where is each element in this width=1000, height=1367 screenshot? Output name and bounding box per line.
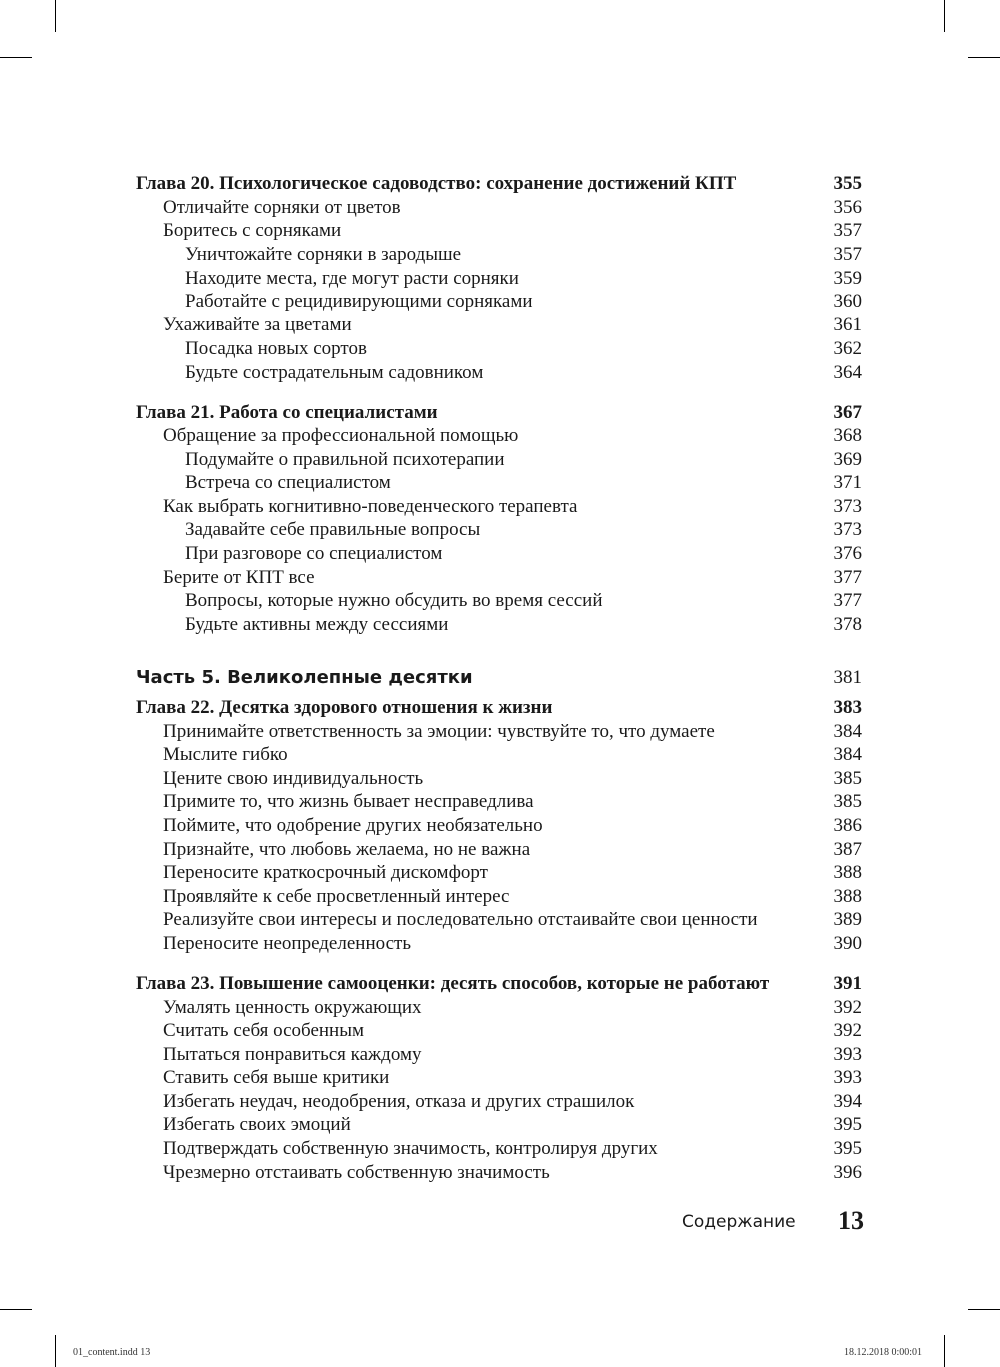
toc-entry: Признайте, что любовь желаема, но не важна 387 [163,839,862,860]
toc-subentry: Вопросы, которые нужно обсудить во время сессий 377 [185,590,862,611]
slug-filename: 01_content.indd 13 [73,1347,151,1358]
toc-subentry: Задавайте себе правильные вопросы 373 [185,519,862,540]
toc-entry: Принимайте ответственность за эмоции: чувствуйте то, что думаете 384 [163,721,862,742]
toc-entry: Реализуйте свои интересы и последовательно отстаивайте свои ценности 389 [163,909,862,930]
toc-entry: Берите от КПТ все 377 [163,567,862,588]
toc-chapter: Глава 22. Десятка здорового отношения к жизни 383 [136,697,862,718]
toc-subentry: Будьте сострадательным садовником 364 [185,362,862,383]
toc-part: Часть 5. Великолепные десятки 381 [136,667,862,688]
toc-entry: Считать себя особенным 392 [163,1020,862,1041]
toc-chapter: Глава 20. Психологическое садоводство: сохранение достижений КПТ 355 [136,173,862,194]
toc-subentry: Уничтожайте сорняки в зародыше 357 [185,244,862,265]
toc-entry: Цените свою индивидуальность 385 [163,768,862,789]
toc-subentry: Работайте с рецидивирующими сорняками 360 [185,291,862,312]
toc-entry: Избегать своих эмоций 395 [163,1114,862,1135]
toc-entry: Мыслите гибко 384 [163,744,862,765]
toc-entry: Ухаживайте за цветами 361 [163,314,862,335]
toc-entry: Как выбрать когнитивно-поведенческого терапевта 373 [163,496,862,517]
toc-entry: Переносите краткосрочный дискомфорт 388 [163,862,862,883]
toc-chapter: Глава 23. Повышение самооценки: десять способов, которые не работают 391 [136,973,862,994]
toc-subentry: Посадка новых сортов 362 [185,338,862,359]
toc-entry: Ставить себя выше критики 393 [163,1067,862,1088]
toc-entry: Обращение за профессиональной помощью 368 [163,425,862,446]
toc-entry: Избегать неудач, неодобрения, отказа и других страшилок 394 [163,1091,862,1112]
toc-entry: Боритесь с сорняками 357 [163,220,862,241]
toc-entry: Отличайте сорняки от цветов 356 [163,197,862,218]
toc-subentry: Будьте активны между сессиями 378 [185,614,862,635]
toc-subentry: Встреча со специалистом 371 [185,472,862,493]
toc-subentry: При разговоре со специалистом 376 [185,543,862,564]
toc-entry: Поймите, что одобрение других необязательно 386 [163,815,862,836]
toc-entry: Чрезмерно отстаивать собственную значимость 396 [163,1162,862,1183]
toc-subentry: Находите места, где могут расти сорняки 359 [185,268,862,289]
toc-chapter: Глава 21. Работа со специалистами 367 [136,402,862,423]
toc-entry: Проявляйте к себе просветленный интерес 388 [163,886,862,907]
toc-subentry: Подумайте о правильной психотерапии 369 [185,449,862,470]
toc-entry: Пытаться понравиться каждому 393 [163,1044,862,1065]
toc-entry: Переносите неопределенность 390 [163,933,862,954]
toc-entry: Подтверждать собственную значимость, контролируя других 395 [163,1138,862,1159]
toc-entry: Примите то, что жизнь бывает несправедлива 385 [163,791,862,812]
toc-entry: Умалять ценность окружающих 392 [163,997,862,1018]
page-number: 13 [838,1206,864,1235]
running-footer-label: Содержание [682,1212,796,1232]
slug-datetime: 18.12.2018 0:00:01 [843,1347,922,1358]
